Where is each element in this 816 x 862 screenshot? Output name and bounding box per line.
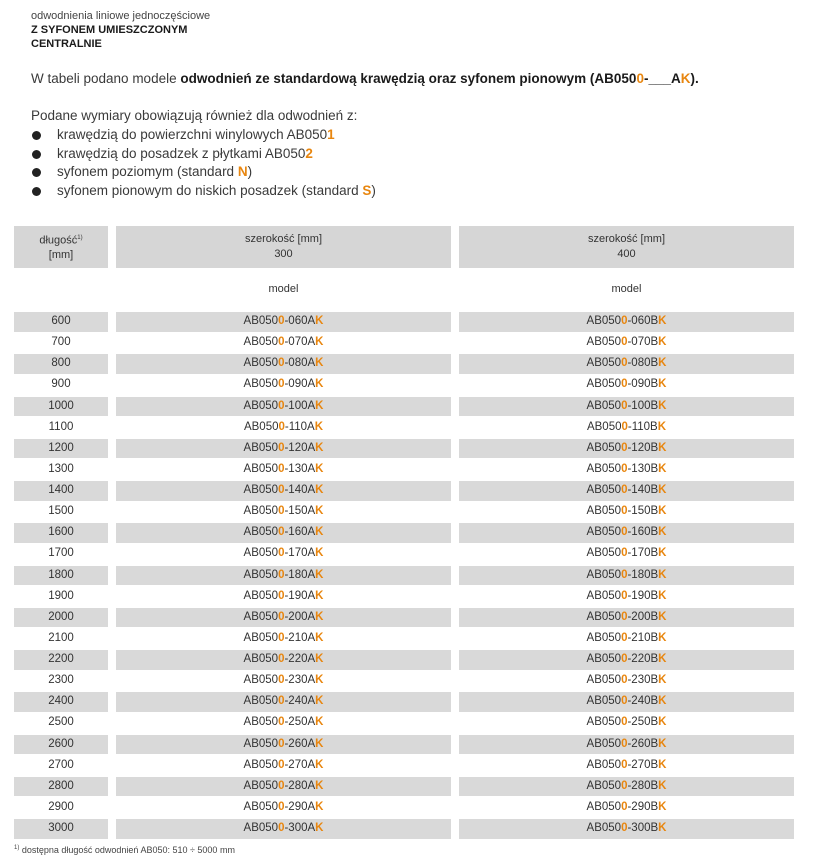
model-cell-400: AB0500-240BK <box>459 692 794 712</box>
model-cell-300: AB0500-190AK <box>243 589 324 602</box>
table-row <box>0 418 816 439</box>
model-cell-300: AB0500-140AK <box>116 481 451 501</box>
table-row <box>0 439 816 460</box>
bullet-icon <box>32 131 41 140</box>
model-cell-300: AB0500-170AK <box>243 547 324 560</box>
header-title-line1: Z SYFONEM UMIESZCZONYM <box>31 24 188 36</box>
table-row <box>0 671 816 692</box>
table-row <box>0 566 816 587</box>
intro-bold-mid: -___A <box>643 71 681 86</box>
page-header <box>31 9 210 51</box>
model-cell-400: AB0500-230BK <box>586 674 667 687</box>
model-cell-300: AB0500-240AK <box>116 692 451 712</box>
table-row <box>0 333 816 354</box>
length-cell: 2200 <box>14 650 108 670</box>
model-cell-400: AB0500-130BK <box>586 462 667 475</box>
table-row <box>0 481 816 502</box>
header-title-line2: CENTRALNIE <box>31 38 102 50</box>
model-cell-400: AB0500-180BK <box>459 566 794 586</box>
model-cell-400: AB0500-110BK <box>586 420 667 433</box>
model-cell-300: AB0500-300AK <box>116 819 451 839</box>
model-cell-400: AB0500-300BK <box>459 819 794 839</box>
model-cell-300: AB0500-160AK <box>116 523 451 543</box>
model-cell-400: AB0500-210BK <box>586 631 667 644</box>
intro-orange-letter: K <box>680 71 691 86</box>
table-row <box>0 777 816 798</box>
length-cell: 2600 <box>14 735 108 755</box>
width-300-column-header: szerokość [mm] 300 <box>116 226 451 268</box>
model-cell-300: AB0500-230AK <box>243 674 324 687</box>
model-cell-300: AB0500-110AK <box>243 420 324 433</box>
variant-list <box>31 126 376 201</box>
length-cell: 1200 <box>14 439 108 459</box>
list-item: krawędzią do posadzek z płytkami AB0502 <box>31 145 376 164</box>
table-row <box>0 544 816 565</box>
model-cell-400: AB0500-270BK <box>586 758 667 771</box>
length-cell: 2700 <box>48 758 74 771</box>
intro-orange-digit: 0 <box>636 71 644 86</box>
length-cell: 1100 <box>48 420 74 433</box>
length-cell: 1400 <box>14 481 108 501</box>
intro-bold-end: ). <box>690 71 699 86</box>
model-cell-300: AB0500-290AK <box>243 800 324 813</box>
length-cell: 2900 <box>48 800 74 813</box>
length-cell: 1800 <box>14 566 108 586</box>
length-cell: 2300 <box>48 674 74 687</box>
table-row <box>0 523 816 544</box>
model-cell-400: AB0500-170BK <box>586 547 667 560</box>
table-row <box>0 354 816 375</box>
model-cell-400: AB0500-290BK <box>586 800 667 813</box>
model-cell-300: AB0500-210AK <box>243 631 324 644</box>
model-label-300: model <box>268 283 299 295</box>
length-cell: 2100 <box>48 631 74 644</box>
table-row <box>0 375 816 396</box>
table-row <box>0 460 816 481</box>
model-cell-400: AB0500-200BK <box>459 608 794 628</box>
model-cell-400: AB0500-260BK <box>459 735 794 755</box>
table-row <box>0 629 816 650</box>
intro-bold: odwodnień ze standardową krawędzią oraz syfonem pionowym (AB050 <box>180 71 637 86</box>
model-cell-400: AB0500-060BK <box>459 312 794 332</box>
length-cell: 1900 <box>48 589 74 602</box>
table-row <box>0 650 816 671</box>
table-row <box>0 819 816 840</box>
length-cell: 900 <box>51 378 71 391</box>
table-row <box>0 713 816 734</box>
intro-paragraph <box>31 71 699 86</box>
model-cell-400: AB0500-100BK <box>459 397 794 417</box>
table-row <box>0 397 816 418</box>
length-cell: 1300 <box>48 462 74 475</box>
list-item: syfonem poziomym (standard N) <box>31 163 376 182</box>
model-cell-400: AB0500-080BK <box>459 354 794 374</box>
length-cell: 3000 <box>14 819 108 839</box>
model-cell-300: AB0500-220AK <box>116 650 451 670</box>
length-cell: 2400 <box>14 692 108 712</box>
length-column-header: długość$^{1)}$ [mm] <box>14 226 108 268</box>
model-table-body <box>0 312 816 840</box>
list-item: syfonem pionowym do niskich posadzek (standard S) <box>31 182 376 201</box>
applies-text: Podane wymiary obowiązują również dla odwodnień z: <box>31 108 358 123</box>
length-cell: 800 <box>14 354 108 374</box>
model-cell-300: AB0500-120AK <box>116 439 451 459</box>
model-cell-400: AB0500-120BK <box>459 439 794 459</box>
model-cell-300: AB0500-150AK <box>243 505 324 518</box>
model-cell-300: AB0500-070AK <box>243 336 324 349</box>
model-label-400: model <box>611 283 642 295</box>
model-cell-300: AB0500-060AK <box>116 312 451 332</box>
length-cell: 2800 <box>14 777 108 797</box>
model-cell-300: AB0500-250AK <box>243 716 324 729</box>
length-cell: 1500 <box>48 505 74 518</box>
model-cell-300: AB0500-100AK <box>116 397 451 417</box>
model-cell-400: AB0500-090BK <box>586 378 667 391</box>
length-cell: 2000 <box>14 608 108 628</box>
model-cell-400: AB0500-250BK <box>586 716 667 729</box>
length-cell: 1700 <box>48 547 74 560</box>
model-cell-400: AB0500-280BK <box>459 777 794 797</box>
header-subtitle: odwodnienia liniowe jednoczęściowe <box>31 10 211 22</box>
table-row <box>0 502 816 523</box>
model-cell-400: AB0500-220BK <box>459 650 794 670</box>
table-row <box>0 798 816 819</box>
table-row <box>0 735 816 756</box>
width-400-column-header: szerokość [mm] 400 <box>459 226 794 268</box>
model-cell-400: AB0500-190BK <box>586 589 667 602</box>
model-cell-300: AB0500-080AK <box>116 354 451 374</box>
model-cell-300: AB0500-180AK <box>116 566 451 586</box>
length-cell: 2500 <box>48 716 74 729</box>
footnote: $^{1)}$ dostępna długość odwodnień AB050: 510 ÷ 5000 mm <box>14 845 235 855</box>
model-cell-400: AB0500-160BK <box>459 523 794 543</box>
model-cell-300: AB0500-280AK <box>116 777 451 797</box>
table-row <box>0 756 816 777</box>
model-cell-300: AB0500-130AK <box>243 462 324 475</box>
list-item: krawędzią do powierzchni winylowych AB0501 <box>31 126 376 145</box>
table-row <box>0 312 816 333</box>
table-row <box>0 608 816 629</box>
bullet-icon <box>32 168 41 177</box>
model-cell-300: AB0500-260AK <box>116 735 451 755</box>
model-cell-300: AB0500-200AK <box>116 608 451 628</box>
bullet-icon <box>32 187 41 196</box>
model-cell-300: AB0500-270AK <box>243 758 324 771</box>
bullet-icon <box>32 150 41 159</box>
length-cell: 1000 <box>14 397 108 417</box>
length-cell: 1600 <box>14 523 108 543</box>
length-cell: 600 <box>14 312 108 332</box>
intro-prefix: W tabeli podano modele <box>31 71 181 86</box>
model-cell-400: AB0500-150BK <box>586 505 667 518</box>
model-cell-400: AB0500-070BK <box>586 336 667 349</box>
table-row <box>0 587 816 608</box>
model-cell-300: AB0500-090AK <box>243 378 324 391</box>
model-cell-400: AB0500-140BK <box>459 481 794 501</box>
table-row <box>0 692 816 713</box>
length-cell: 700 <box>51 336 71 349</box>
